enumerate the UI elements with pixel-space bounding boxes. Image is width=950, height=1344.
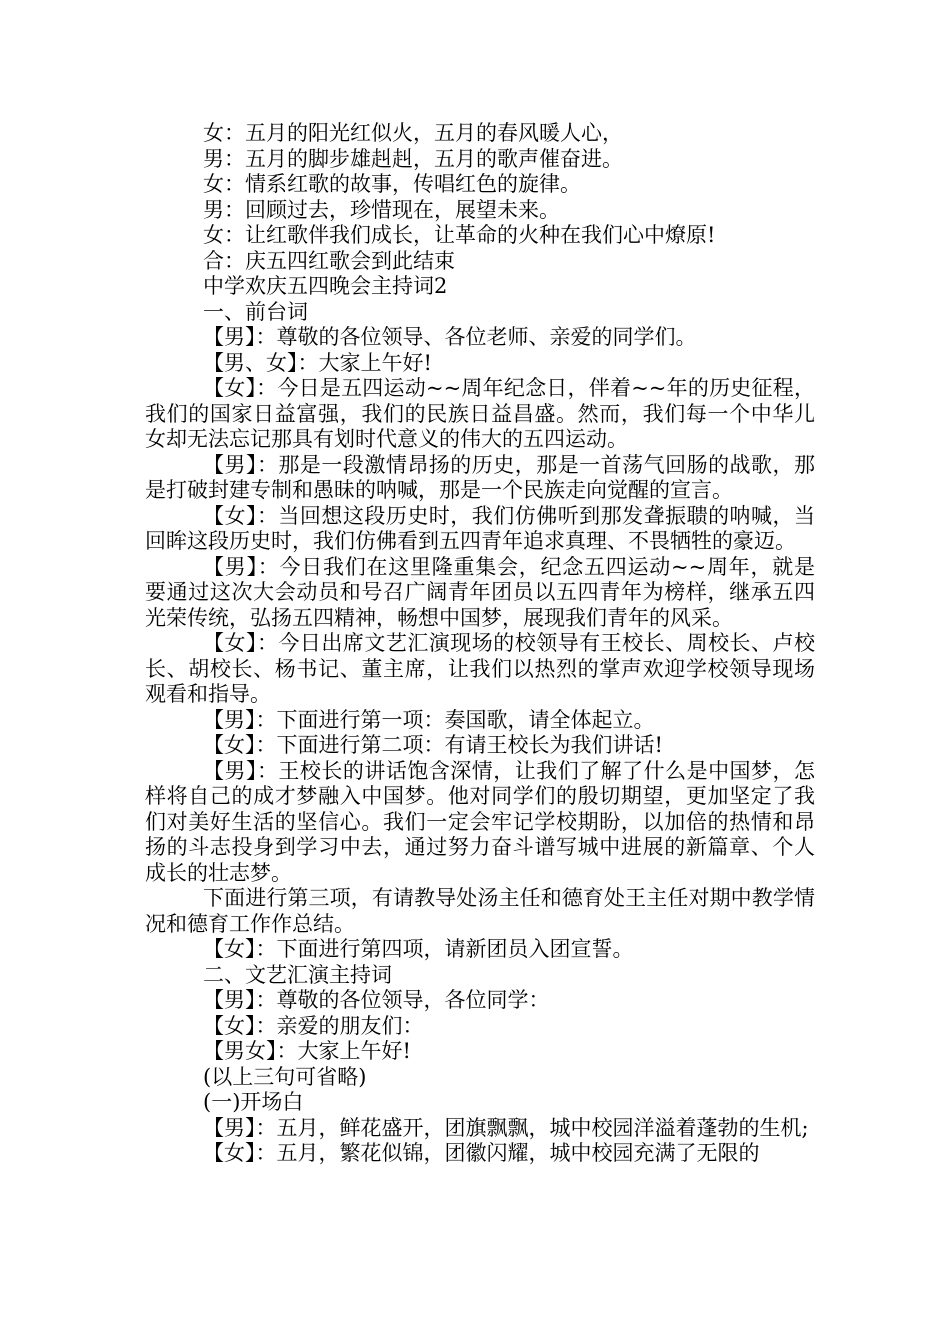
document-page — [145, 121, 815, 1167]
paragraph: 男：五月的脚步雄赳赳，五月的歌声催奋进。 — [203, 146, 623, 171]
paragraph: 【女】：当回想这段历史时，我们仿佛听到那发聋振聩的呐喊，当回眸这段历史时，我们仿佛看到五四青年追求真理、不畏牺牲的豪迈。 — [145, 503, 815, 553]
paragraph: 女：情系红歌的故事，传唱红色的旋律。 — [203, 172, 581, 196]
paragraph: 下面进行第三项，有请教导处汤主任和德育处王主任对期中教学情况和德育工作作总结。 — [145, 886, 815, 936]
paragraph: 【男】：今日我们在这里隆重集会，纪念五四运动~~周年，就是要通过这次大会动员和号召广阔青年团员以五四青年为榜样，继承五四光荣传统，弘扬五四精神，畅想中国梦，展现我们青年的风采。 — [145, 554, 815, 630]
paragraph: 【男】：五月，鲜花盛开，团旗飘飘，城中校园洋溢着蓬勃的生机; — [203, 1115, 809, 1140]
paragraph: 女：五月的阳光红似火，五月的春风暖人心， — [203, 121, 623, 145]
paragraph: (以上三句可省略) — [203, 1064, 367, 1089]
paragraph: 【男女】：大家上午好! — [203, 1039, 411, 1063]
paragraph: 【女】：今日出席文艺汇演现场的校领导有王校长、周校长、卢校长、胡校长、杨书记、董主席，让我们以热烈的掌声欢迎学校领导现场观看和指导。 — [145, 631, 815, 706]
paragraph: 【女】：五月，繁花似锦，团徽闪耀，城中校园充满了无限的 — [203, 1141, 760, 1165]
paragraph: 【女】：下面进行第四项，请新团员入团宣誓。 — [203, 937, 634, 961]
paragraph: 合：庆五四红歌会到此结束 — [203, 248, 455, 273]
paragraph: 【男】：尊敬的各位领导、各位老师、亲爱的同学们。 — [203, 325, 697, 349]
paragraph: 【男】：那是一段激情昂扬的历史，那是一首荡气回肠的战歌，那是打破封建专制和愚昧的呐喊，那是一个民族走向觉醒的宣言。 — [145, 452, 815, 502]
paragraph: 男：回顾过去，珍惜现在，展望未来。 — [203, 197, 560, 222]
paragraph: 女：让红歌伴我们成长，让革命的火种在我们心中燎原! — [203, 223, 716, 247]
paragraph: 【男】：尊敬的各位领导，各位同学： — [203, 988, 550, 1012]
subsection-heading: (一)开场白 — [203, 1090, 304, 1114]
section-heading: 二、文艺汇演主持词 — [203, 962, 392, 987]
paragraph: 【女】：亲爱的朋友们： — [203, 1013, 424, 1038]
section-title: 中学欢庆五四晚会主持词2 — [203, 274, 448, 298]
paragraph: 【女】：下面进行第二项：有请王校长为我们讲话! — [203, 733, 663, 757]
paragraph: 【男】：下面进行第一项：奏国歌，请全体起立。 — [203, 707, 655, 732]
paragraph: 【男、女】：大家上午好! — [203, 350, 432, 375]
paragraph: 【女】：今日是五四运动~~周年纪念日，伴着~~年的历史征程，我们的国家日益富强，我们的民族日益昌盛。然而，我们每一个中华儿女却无法忘记那具有划时代意义的伟大的五四运动。 — [145, 376, 815, 451]
paragraph: 【男】：王校长的讲话饱含深情，让我们了解了什么是中国梦，怎样将自己的成才梦融入中国梦。他对同学们的殷切期望，更加坚定了我们对美好生活的坚信心。我们一定会牢记学校期盼，以加倍的热情和昂扬的斗志投身到学习中去，通过努力奋斗谱写城中进展的新篇章、个人成长的壮志梦。 — [145, 758, 815, 885]
section-heading: 一、前台词 — [203, 299, 308, 324]
